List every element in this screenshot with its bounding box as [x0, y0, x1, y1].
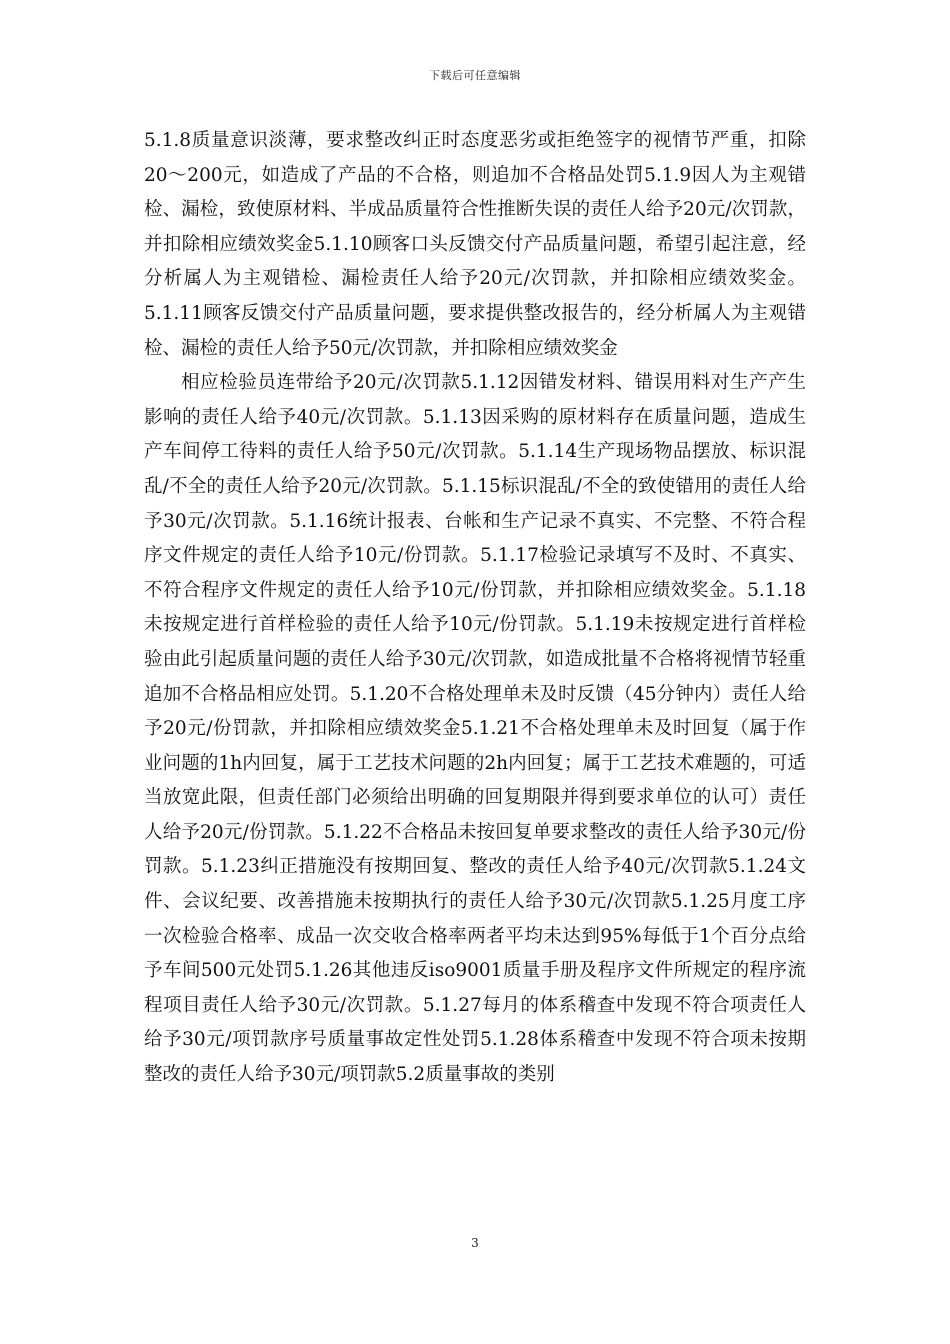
page-number: 3 [471, 1236, 479, 1250]
page-header: 下载后可任意编辑 [429, 69, 521, 82]
paragraph-2: 相应检验员连带给予20元/次罚款5.1.12因错发材料、错误用料对生产产生影响的责任人给予40元/次罚款。5.1.13因采购的原材料存在质量问题，造成生产车间停工待料的责任人给予50元/次罚款。5.1.14生产现场物品摆放、标识混乱/不全的责任人给予20元/次罚款。5.1.15标识混乱/不全的致使错用的责任人给予30元/次罚款。5.1.16统计报表、台帐和生产记录不真实、不完整、不符合程序文件规定的责任人给予10元/份罚款。5.1.17检验记录填写不及时、不真实、不符合程序文件规定的责任人给予10元/份罚款，并扣除相应绩效奖金。5.1.18未按规定进行首样检验的责任人给予10元/份罚款。5.1.19未按规定进行首样检验由此引起质量问题的责任人给予30元/次罚款，如造成批量不合格将视情节轻重追加不合格品相应处罚。5.1.20不合格处理单未及时反馈（45分钟内）责任人给予20元/份罚款，并扣除相应绩效奖金5.1.21不合格处理单未及时回复（属于作业问题的1h内回复，属于工艺技术问题的2h内回复；属于工艺技术难题的，可适当放宽此限，但责任部门必须给出明确的回复期限并得到要求单位的认可）责任人给予20元/份罚款。5.1.22不合格品未按回复单要求整改的责任人给予30元/份罚款。5.1.23纠正措施没有按期回复、整改的责任人给予40元/次罚款5.1.24文件、会议纪要、改善措施未按期执行的责任人给予30元/次罚款5.1.25月度工序一次检验合格率、成品一次交收合格率两者平均未达到95%每低于1个百分点给予车间500元处罚5.1.26其他违反iso9001质量手册及程序文件所规定的程序流程项目责任人给予30元/次罚款。5.1.27每月的体系稽查中发现不符合项责任人给予30元/项罚款序号质量事故定性处罚5.1.28体系稽查中发现不符合项未按期整改的责任人给予30元/项罚款5.2质量事故的类别 [144, 372, 806, 1086]
paragraph-1: 5.1.8质量意识淡薄，要求整改纠正时态度恶劣或拒绝签字的视情节严重，扣除20～200元，如造成了产品的不合格，则追加不合格品处罚5.1.9因人为主观错检、漏检，致使原材料、半成品质量符合性推断失误的责任人给予20元/次罚款，并扣除相应绩效奖金5.1.10顾客口头反馈交付产品质量问题，希望引起注意，经分析属人为主观错检、漏检责任人给予20元/次罚款，并扣除相应绩效奖金。5.1.11顾客反馈交付产品质量问题，要求提供整改报告的，经分析属人为主观错检、漏检的责任人给予50元/次罚款，并扣除相应绩效奖金 [144, 130, 806, 359]
document-body [144, 124, 806, 1093]
